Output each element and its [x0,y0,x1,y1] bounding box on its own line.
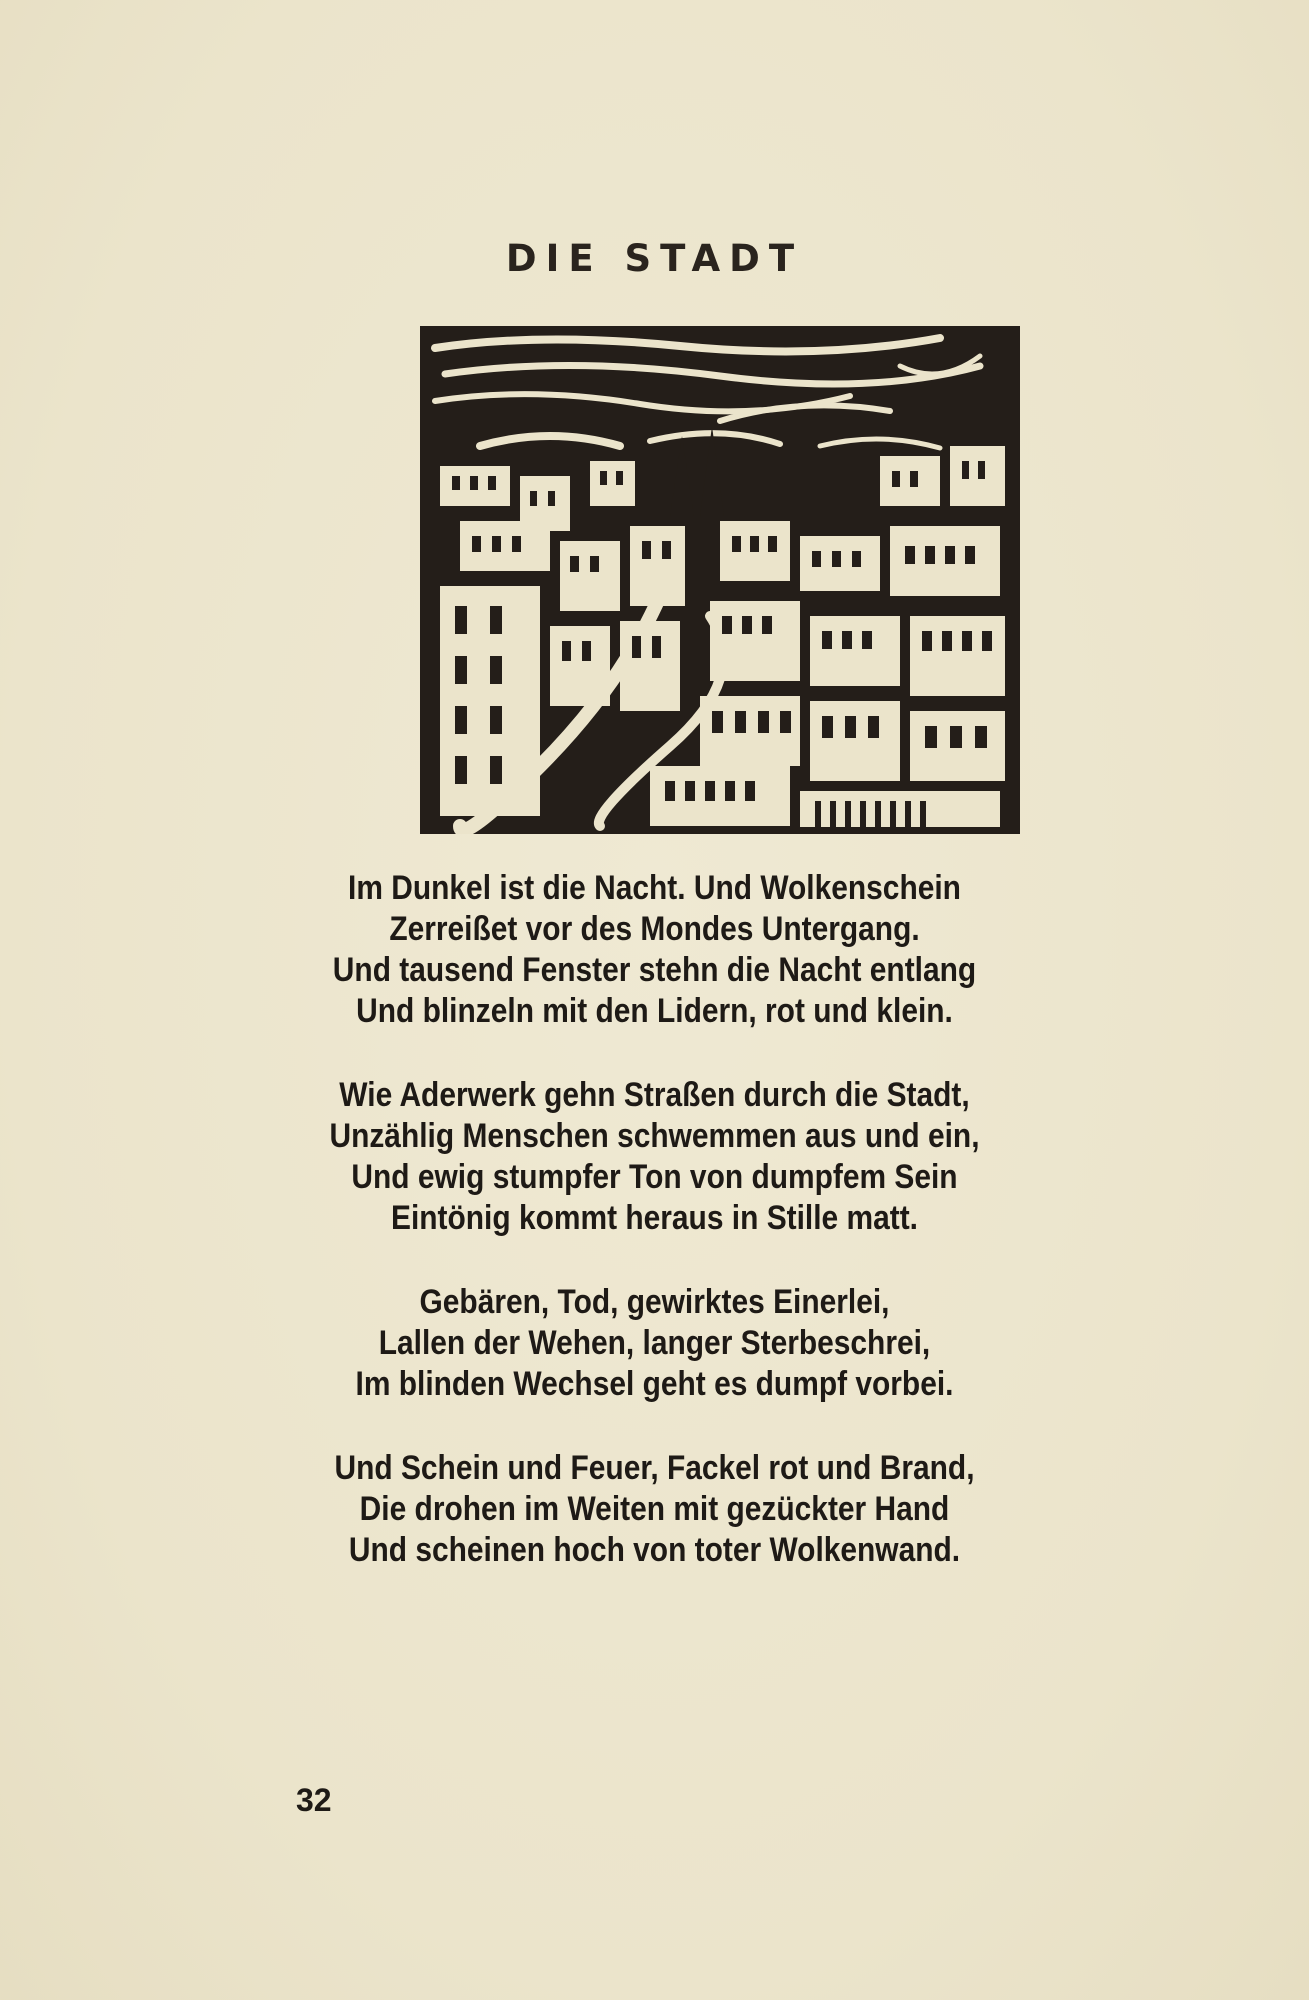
poem-body [79,868,1231,1614]
poem-line: Und ewig stumpfer Ton von dumpfem Sein [351,1158,958,1196]
poem-line: Und scheinen hoch von toter Wolkenwand. [348,1531,961,1569]
poem-line: Und Schein und Feuer, Fackel rot und Brand, [334,1449,975,1487]
poem-line: Unzählig Menschen schwemmen aus und ein, [329,1117,980,1155]
stanza-3 [79,1282,1231,1405]
poem-line: Lallen der Wehen, langer Sterbeschrei, [378,1324,931,1362]
poem-title: DIE STADT [505,237,804,280]
poem-line: Wie Aderwerk gehn Straßen durch die Stadt, [339,1076,970,1114]
poem-line: Und tausend Fenster stehn die Nacht entlang [332,951,977,989]
stanza-4 [79,1448,1231,1571]
poem-line: Im Dunkel ist die Nacht. Und Wolkenschein [348,869,961,907]
poem-line: Zerreißet vor des Mondes Untergang. [389,910,920,948]
poem-line: Eintönig kommt heraus in Stille matt. [390,1199,918,1237]
stanza-2 [79,1075,1231,1239]
poem-line: Die drohen im Weiten mit gezückter Hand [359,1490,950,1528]
poem-line: Gebären, Tod, gewirktes Einerlei, [419,1283,890,1321]
page-number: 32 [296,1782,332,1818]
poem-line: Im blinden Wechsel geht es dumpf vorbei. [355,1365,954,1403]
poem-line: Und blinzeln mit den Lidern, rot und klein. [356,992,953,1030]
stanza-1 [79,868,1231,1032]
woodcut-illustration [420,326,1020,834]
